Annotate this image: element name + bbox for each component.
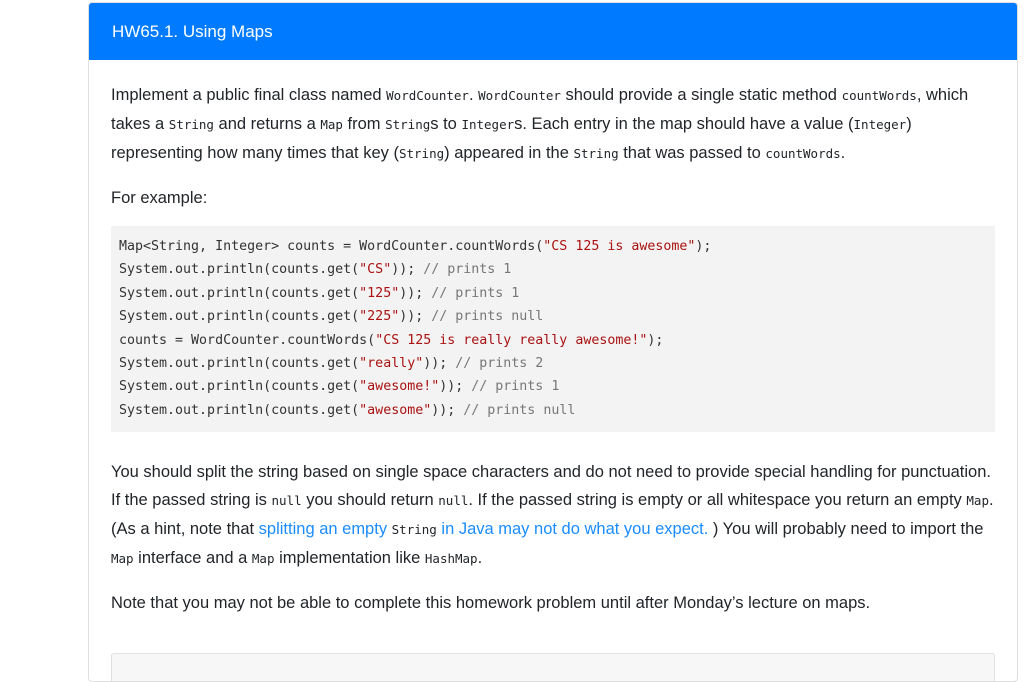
code-text: counts = WordCounter.countWords( [119, 332, 376, 348]
code-comment: // prints 1 [423, 262, 512, 278]
code-line [119, 403, 575, 418]
code-comment: // prints 2 [455, 356, 544, 372]
inline-code: Map [966, 493, 989, 509]
code-line [119, 379, 559, 394]
note-paragraph: Note that you may not be able to complete this homework problem until after Monday’s lecture on maps. [111, 594, 871, 613]
code-comment: // prints 1 [431, 285, 520, 301]
code-text: System.out.println(counts.get( [119, 379, 360, 395]
inline-code: countWords [765, 146, 841, 161]
description-paragraph [111, 81, 995, 168]
text: and returns a [213, 115, 321, 133]
text: that was passed to [618, 144, 766, 162]
code-string: "awesome" [359, 402, 432, 418]
code-line [119, 333, 663, 348]
inline-code: String [385, 117, 431, 132]
homework-title: HW65.1. Using Maps [112, 22, 273, 41]
inline-code: WordCounter [386, 88, 469, 103]
inline-code: countWords [841, 88, 917, 103]
text: . [840, 144, 846, 162]
inline-code: Map [320, 117, 343, 132]
homework-card [88, 2, 1018, 682]
code-comment: // prints null [431, 309, 544, 325]
inline-code: Map [251, 551, 275, 567]
code-line [119, 239, 711, 254]
code-text: System.out.println(counts.get( [119, 262, 360, 278]
spacer [111, 573, 995, 589]
link-code[interactable]: String [391, 522, 437, 538]
text: You should split the string based on single space characters and do not need to provide special handling for punctuation. If the passed string is [111, 463, 991, 510]
code-example [111, 226, 995, 432]
code-line [119, 262, 511, 277]
spacer [111, 168, 995, 184]
text: implementation like [274, 549, 425, 568]
text: ) You will probably need to import the [708, 520, 984, 539]
inline-code: String [573, 146, 619, 161]
text: , which takes a [111, 86, 969, 133]
inline-code: Integer [461, 117, 515, 132]
spacer [111, 432, 995, 458]
text: ) representing how many times that key ( [111, 115, 912, 162]
code-string: "CS 125 is really really awesome!" [375, 332, 648, 348]
inline-code: Map [111, 551, 134, 567]
example-intro: For example: [111, 189, 208, 207]
code-text: Map<String, Integer> counts = WordCounter.countWords( [119, 239, 544, 254]
code-text: System.out.println(counts.get( [119, 402, 360, 418]
code-text: ); [647, 332, 664, 348]
text: you should return [301, 491, 439, 510]
card-header [89, 3, 1017, 60]
code-string: "125" [359, 285, 400, 301]
code-string: "225" [359, 309, 400, 325]
code-line [119, 309, 543, 324]
text: interface and a [133, 549, 252, 568]
code-text: )); [423, 356, 456, 372]
inline-code: null [438, 493, 469, 509]
code-text: )); [431, 402, 464, 418]
code-comment: // prints 1 [471, 379, 560, 395]
text: . If the passed string is empty or all whitespace you return an empty [468, 491, 967, 510]
inline-code: Integer [853, 117, 907, 132]
code-text: )); [391, 262, 424, 278]
code-string: "really" [359, 356, 424, 372]
text: from [342, 115, 386, 133]
answer-editor[interactable] [111, 653, 995, 682]
inline-code: String [168, 117, 214, 132]
code-text: System.out.println(counts.get( [119, 356, 360, 372]
inline-code: HashMap [424, 551, 478, 567]
code-string: "awesome!" [359, 379, 440, 395]
code-string: "CS 125 is awesome" [543, 239, 696, 254]
link-text[interactable]: in Java may not do what you expect. [436, 520, 709, 539]
card-body [89, 60, 1017, 617]
code-text: System.out.println(counts.get( [119, 285, 360, 301]
text: should provide a single static method [560, 86, 842, 104]
inline-code: String [398, 146, 445, 161]
code-text: System.out.println(counts.get( [119, 309, 360, 325]
code-string: "CS" [359, 262, 392, 278]
code-line [119, 286, 519, 301]
code-text: )); [399, 285, 432, 301]
inline-code: null [271, 493, 302, 509]
text: ) appeared in the [444, 144, 574, 162]
link-text[interactable]: splitting an empty [258, 520, 392, 539]
code-comment: // prints null [463, 402, 576, 418]
instructions-paragraph [111, 458, 995, 573]
text: s. Each entry in the map should have a value ( [514, 115, 854, 133]
text: . [477, 549, 483, 568]
text: s to [430, 115, 462, 133]
code-text: )); [399, 309, 432, 325]
text: . [468, 86, 479, 104]
inline-code: WordCounter [478, 88, 561, 103]
split-empty-string-link[interactable] [259, 520, 709, 538]
text: . (As a hint, note that [111, 491, 994, 539]
code-text: )); [439, 379, 472, 395]
code-line [119, 356, 543, 371]
code-text: ); [695, 239, 712, 254]
text: Implement a public final class named [111, 86, 387, 104]
